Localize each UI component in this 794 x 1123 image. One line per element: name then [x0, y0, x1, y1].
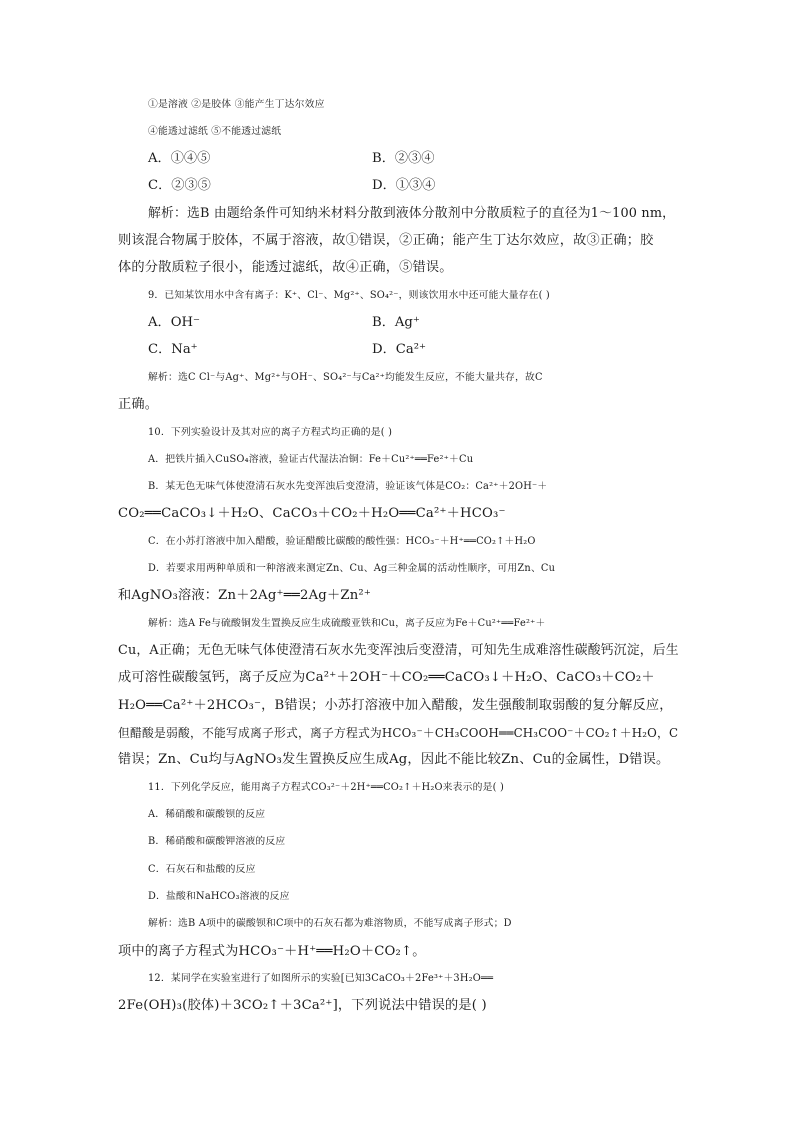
q9-answer-line1: 解析：选C Cl⁻与Ag⁺、Mg²⁺与OH⁻、SO₄²⁻与Ca²⁺均能发生反应，不能大量共存，故C [148, 372, 543, 383]
q9-answer-line2: 正确。 [118, 397, 159, 412]
q10-stem: 10．下列实验设计及其对应的离子方程式均正确的是( ) [148, 427, 393, 438]
q12-stem-line2: 2Fe(OH)₃(胶体)＋3CO₂↑＋3Ca²⁺]，下列说法中错误的是( ) [118, 998, 487, 1013]
q11-stem: 11．下列化学反应，能用离子方程式CO₃²⁻＋2H⁺══CO₂↑＋H₂O来表示的是( ) [148, 782, 505, 793]
q8-answer-line1: 解析：选B 由题给条件可知纳米材料分散到液体分散剂中分散质粒子的直径为1～100 nm， [148, 206, 676, 221]
q9-option-b: B．Ag⁺ [372, 315, 420, 330]
q8-option-a: A．①④⑤ [148, 151, 211, 166]
q10-option-b-line1: B．某无色无味气体使澄清石灰水先变浑浊后变澄清，验证该气体是CO₂：Ca²⁺＋2OH⁻＋ [148, 481, 548, 492]
q10-answer-line3: 成可溶性碳酸氢钙，离子反应为Ca²⁺＋2OH⁻＋CO₂══CaCO₃↓＋H₂O、CaCO₃＋CO₂＋ [118, 670, 655, 685]
q11-option-b: B．稀硝酸和碳酸钾溶液的反应 [148, 836, 286, 847]
q11-answer-line1: 解析：选B A项中的碳酸钡和C项中的石灰石都为难溶物质，不能写成离子形式；D [148, 918, 512, 929]
q10-answer-line2: Cu，A正确；无色无味气体使澄清石灰水先变浑浊后变澄清，可知先生成难溶性碳酸钙沉淀，后生 [118, 643, 679, 658]
q11-answer-line2: 项中的离子方程式为HCO₃⁻＋H⁺══H₂O＋CO₂↑。 [118, 944, 426, 959]
q9-stem: 9．已知某饮用水中含有离子：K⁺、Cl⁻、Mg²⁺、SO₄²⁻，则该饮用水中还可能大量存在( ) [148, 290, 550, 301]
q10-option-c: C．在小苏打溶液中加入醋酸，验证醋酸比碳酸的酸性强：HCO₃⁻＋H⁺══CO₂↑＋H₂O [148, 536, 536, 547]
q11-option-a: A．稀硝酸和碳酸钡的反应 [148, 809, 266, 820]
q8-statement-line1: ①是溶液 ②是胶体 ③能产生丁达尔效应 [148, 99, 325, 110]
q12-stem-line1: 12．某同学在实验室进行了如图所示的实验[已知3CaCO₃＋2Fe³⁺＋3H₂O══ [148, 973, 494, 984]
q10-option-a: A．把铁片插入CuSO₄溶液，验证古代湿法冶铜：Fe＋Cu²⁺══Fe²⁺＋Cu [148, 454, 474, 465]
q10-option-b-line2: CO₂══CaCO₃↓＋H₂O、CaCO₃＋CO₂＋H₂O══Ca²⁺＋HCO₃⁻ [118, 506, 506, 521]
q8-statement-line2: ④能透过滤纸 ⑤不能透过滤纸 [148, 126, 282, 137]
q10-option-d-line1: D．若要求用两种单质和一种溶液来测定Zn、Cu、Ag三种金属的活动性顺序，可用Zn、Cu [148, 563, 556, 574]
q8-option-c: C．②③⑤ [148, 178, 211, 193]
q8-option-b: B．②③④ [372, 151, 435, 166]
q10-answer-line4: H₂O══Ca²⁺＋2HCO₃⁻，B错误；小苏打溶液中加入醋酸，发生强酸制取弱酸的复分解反应， [118, 698, 673, 713]
q9-option-c: C．Na⁺ [148, 342, 198, 357]
q8-answer-line2: 则该混合物属于胶体，不属于溶液，故①错误，②正确；能产生丁达尔效应，故③正确；胶 [118, 233, 654, 248]
q9-option-d: D．Ca²⁺ [372, 342, 426, 357]
q8-option-d: D．①③④ [372, 178, 436, 193]
q9-option-a: A．OH⁻ [148, 315, 200, 330]
q11-option-d: D．盐酸和NaHCO₃溶液的反应 [148, 891, 290, 902]
q10-answer-line1: 解析：选A Fe与硫酸铜发生置换反应生成硫酸亚铁和Cu，离子反应为Fe＋Cu²⁺══Fe²⁺＋ [148, 618, 546, 629]
q8-answer-line3: 体的分散质粒子很小，能透过滤纸，故④正确，⑤错误。 [118, 260, 453, 275]
q10-answer-line6: 错误；Zn、Cu均与AgNO₃发生置换反应生成Ag，因此不能比较Zn、Cu的金属性，D错误。 [118, 752, 670, 767]
q10-option-d-line2: 和AgNO₃溶液：Zn＋2Ag⁺══2Ag＋Zn²⁺ [118, 588, 372, 603]
q10-answer-line5: 但醋酸是弱酸，不能写成离子形式，离子方程式为HCO₃⁻＋CH₃COOH══CH₃COO⁻＋CO₂↑＋H₂O，C [118, 726, 679, 740]
q11-option-c: C．石灰石和盐酸的反应 [148, 864, 256, 875]
